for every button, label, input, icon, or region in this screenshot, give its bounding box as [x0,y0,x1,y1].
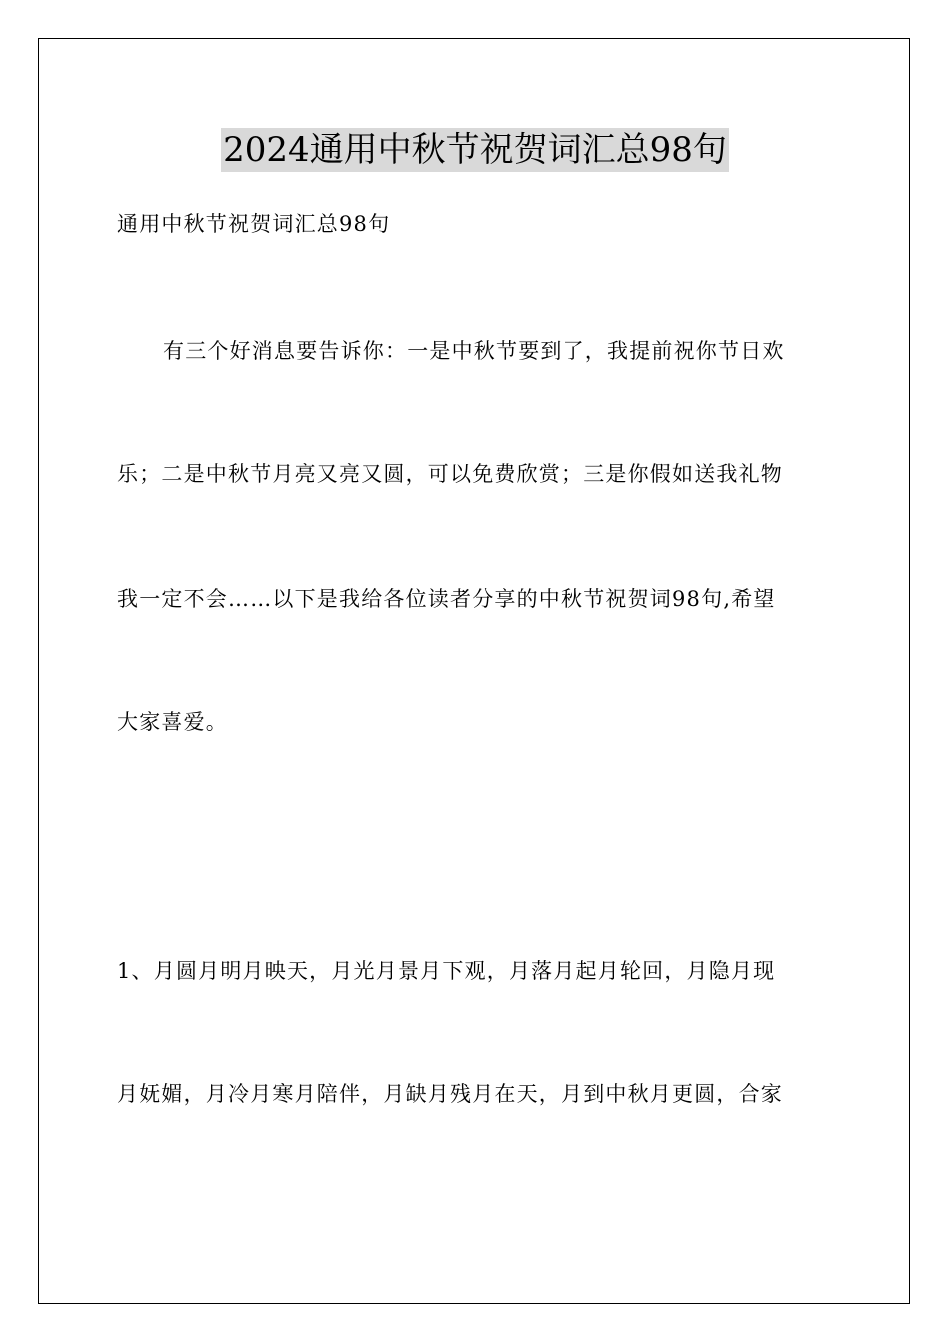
item-line-1: 1、月圆月明月映天，月光月景月下观，月落月起月轮回，月隐月现 [117,959,776,983]
document-title: 2024通用中秋节祝贺词汇总98句 [223,130,727,170]
intro-line-2: 乐；二是中秋节月亮又亮又圆，可以免费欣赏；三是你假如送我礼物 [117,462,783,486]
intro-line-1: 有三个好消息要告诉你：一是中秋节要到了，我提前祝你节日欢 [163,339,785,363]
title-container [0,128,950,172]
intro-line-3: 我一定不会……以下是我给各位读者分享的中秋节祝贺词98句,希望 [117,587,776,611]
document-subtitle: 通用中秋节祝贺词汇总98句 [117,212,391,236]
item-line-2: 月妩媚，月冷月寒月陪伴，月缺月残月在天，月到中秋月更圆，合家 [117,1082,783,1106]
intro-line-4: 大家喜爱。 [117,710,228,734]
